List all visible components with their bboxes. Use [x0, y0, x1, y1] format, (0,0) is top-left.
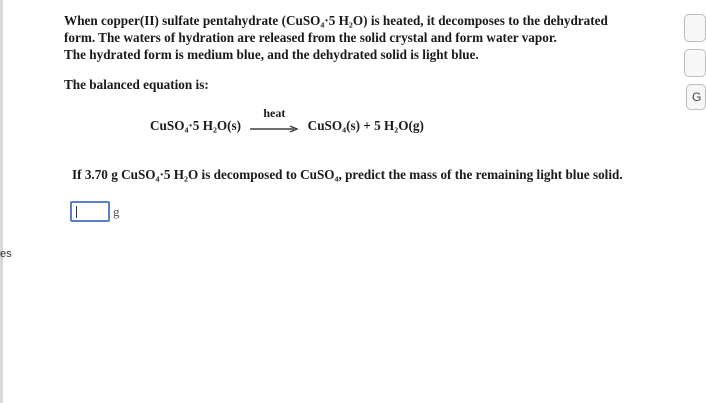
- left-panel-edge: [0, 0, 3, 403]
- equation-reactant: CuSO₄·5 H₂O(s): [150, 118, 242, 133]
- answer-row: [70, 201, 120, 222]
- mass-answer-input[interactable]: [70, 201, 110, 222]
- arrow-right-icon: [248, 125, 300, 133]
- text-caret: [76, 206, 77, 218]
- equation-products: CuSO₄(s) + 5 H₂O(g): [307, 118, 424, 133]
- intro-line-2: form. The waters of hydration are released from the solid crystal and form water vapor.: [64, 30, 557, 45]
- equation-label: The balanced equation is:: [64, 77, 209, 92]
- question-body: [64, 12, 644, 93]
- intro-line-1: When copper(II) sulfate pentahydrate (CuSO₄·5 H₂O) is heated, it decomposes to the dehydrated: [64, 13, 608, 28]
- reaction-arrow: [248, 105, 300, 135]
- right-panel-button-3[interactable]: G: [686, 84, 706, 110]
- right-panel-button-1[interactable]: [684, 14, 706, 42]
- right-panel-button-2[interactable]: [684, 49, 706, 77]
- balanced-equation: [150, 105, 424, 135]
- intro-line-3: The hydrated form is medium blue, and the dehydrated solid is light blue.: [64, 47, 479, 62]
- question-text: If 3.70 g CuSO₄·5 H₂O is decomposed to CuSO₄, predict the mass of the remaining light blue solid.: [72, 167, 623, 182]
- answer-unit: g: [113, 203, 120, 219]
- reaction-condition: heat: [263, 105, 286, 120]
- left-panel-text-fragment: es: [0, 248, 12, 260]
